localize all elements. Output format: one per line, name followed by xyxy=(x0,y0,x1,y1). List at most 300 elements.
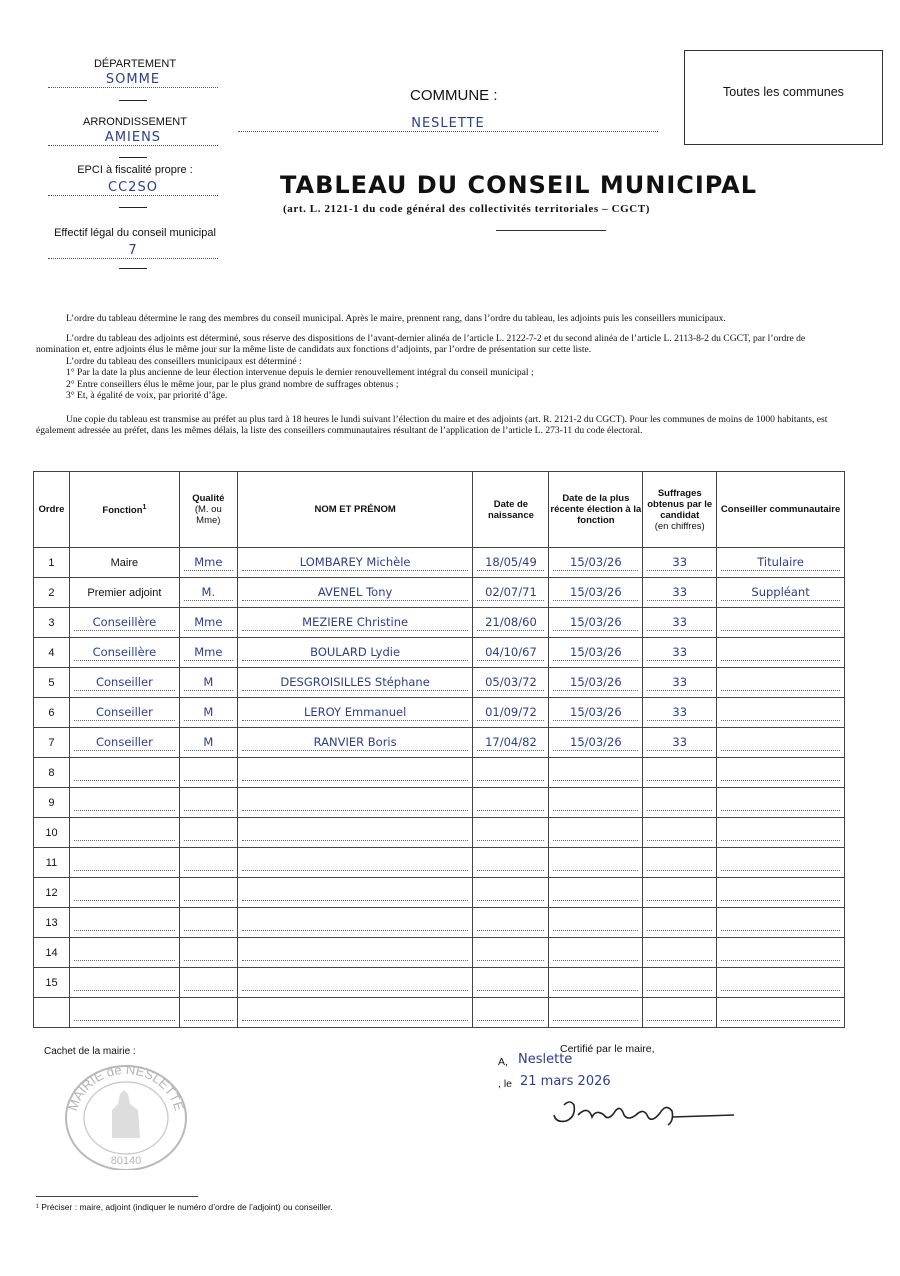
divider xyxy=(119,157,147,158)
cell-naissance xyxy=(473,908,549,938)
table-row xyxy=(34,818,845,848)
cell-naissance-value xyxy=(477,764,544,781)
cell-ordre: 9 xyxy=(34,788,70,818)
cell-suffrages xyxy=(643,578,717,608)
cell-nom xyxy=(237,848,473,878)
header-fonction: Fonction$^1$ xyxy=(69,472,179,548)
cell-suffrages-value: 33 xyxy=(647,644,712,661)
cell-nom-value xyxy=(242,914,469,931)
cell-ordre: 8 xyxy=(34,758,70,788)
table-row xyxy=(34,698,845,728)
cell-naissance xyxy=(473,818,549,848)
cell-suffrages xyxy=(643,758,717,788)
cell-election xyxy=(549,608,643,638)
footnote: ¹ Préciser : maire, adjoint (indiquer le numéro d’ordre de l’adjoint) ou conseiller. xyxy=(36,1202,333,1212)
table-row xyxy=(34,668,845,698)
cell-conseiller xyxy=(717,818,845,848)
cell-naissance-value xyxy=(477,854,544,871)
intro-p1: L’ordre du tableau détermine le rang des membres du conseil municipal. Après le maire, prennent rang, dans l’ordre du tableau, les adjoints puis les conseillers municipaux. xyxy=(66,313,726,324)
cell-nom xyxy=(237,638,473,668)
cell-fonction-value xyxy=(74,764,175,781)
cell-suffrages-value xyxy=(647,794,712,811)
cell-qualite-value xyxy=(184,1004,233,1021)
cell-nom xyxy=(237,908,473,938)
cell-election-value: 15/03/26 xyxy=(553,584,638,601)
cell-qualite xyxy=(179,638,237,668)
cell-fonction xyxy=(69,848,179,878)
cell-conseiller-value xyxy=(721,674,840,691)
cell-ordre: 13 xyxy=(34,908,70,938)
cell-suffrages-value xyxy=(647,1004,712,1021)
cell-suffrages-value xyxy=(647,944,712,961)
arrondissement-value: AMIENS xyxy=(48,130,218,146)
table-row xyxy=(34,908,845,938)
cell-naissance xyxy=(473,848,549,878)
cell-fonction xyxy=(69,578,179,608)
cell-fonction xyxy=(69,968,179,998)
cell-suffrages xyxy=(643,668,717,698)
cell-naissance-value: 02/07/71 xyxy=(477,584,544,601)
cell-nom-value xyxy=(242,794,469,811)
cell-conseiller-value: Titulaire xyxy=(721,554,840,571)
cell-fonction-value: Conseiller xyxy=(74,734,175,751)
cell-naissance xyxy=(473,548,549,578)
cell-qualite xyxy=(179,728,237,758)
cell-conseiller xyxy=(717,848,845,878)
table-row xyxy=(34,998,845,1028)
cell-conseiller xyxy=(717,878,845,908)
cell-suffrages xyxy=(643,878,717,908)
cell-suffrages xyxy=(643,608,717,638)
cell-conseiller-value xyxy=(721,914,840,931)
cell-suffrages xyxy=(643,938,717,968)
cell-qualite-value xyxy=(184,914,233,931)
cell-qualite-value xyxy=(184,884,233,901)
cell-conseiller xyxy=(717,758,845,788)
cell-nom-value: DESGROISILLES Stéphane xyxy=(242,674,469,691)
header-naissance: Date de naissance xyxy=(473,472,549,548)
le-label: , le xyxy=(498,1078,513,1090)
cell-nom-value: BOULARD Lydie xyxy=(242,644,469,661)
cell-conseiller xyxy=(717,728,845,758)
header-suffrages: Suffrages obtenus par le candidat (en chiffres) xyxy=(643,472,717,548)
maire-signature xyxy=(548,1095,738,1131)
cell-fonction-value xyxy=(74,974,175,991)
table-row xyxy=(34,728,845,758)
cell-fonction-value: Conseiller xyxy=(74,674,175,691)
cell-suffrages xyxy=(643,908,717,938)
cell-fonction xyxy=(69,788,179,818)
cell-suffrages xyxy=(643,698,717,728)
table-row xyxy=(34,848,845,878)
cell-conseiller xyxy=(717,938,845,968)
cell-qualite xyxy=(179,968,237,998)
cell-qualite-value: M xyxy=(184,734,233,751)
cell-fonction-value: Premier adjoint xyxy=(87,586,162,599)
cell-conseiller-value xyxy=(721,614,840,631)
table-row xyxy=(34,758,845,788)
cell-nom xyxy=(237,668,473,698)
divider xyxy=(119,100,147,101)
cell-election-value: 15/03/26 xyxy=(553,674,638,691)
cell-election xyxy=(549,728,643,758)
cell-naissance-value xyxy=(477,944,544,961)
cell-suffrages-value xyxy=(647,884,712,901)
cell-fonction xyxy=(69,818,179,848)
cell-qualite-value xyxy=(184,764,233,781)
cell-conseiller xyxy=(717,668,845,698)
cell-conseiller xyxy=(717,578,845,608)
cell-conseiller-value xyxy=(721,854,840,871)
cell-qualite-value: M. xyxy=(184,584,233,601)
cell-nom xyxy=(237,788,473,818)
cell-nom-value xyxy=(242,764,469,781)
cell-election xyxy=(549,578,643,608)
cell-fonction-value xyxy=(74,944,175,961)
cell-naissance xyxy=(473,878,549,908)
cell-qualite-value: Mme xyxy=(184,554,233,571)
le-value: 21 mars 2026 xyxy=(520,1074,611,1089)
cell-suffrages-value: 33 xyxy=(647,614,712,631)
cell-election xyxy=(549,638,643,668)
cell-nom xyxy=(237,998,473,1028)
cell-election xyxy=(549,848,643,878)
cell-election xyxy=(549,698,643,728)
cell-election xyxy=(549,968,643,998)
cell-qualite-value xyxy=(184,944,233,961)
cell-naissance-value: 04/10/67 xyxy=(477,644,544,661)
cell-election xyxy=(549,818,643,848)
cell-nom-value xyxy=(242,884,469,901)
cell-qualite xyxy=(179,788,237,818)
stamp-code: 80140 xyxy=(110,1155,142,1167)
cell-suffrages-value xyxy=(647,764,712,781)
cell-fonction xyxy=(69,758,179,788)
cell-naissance xyxy=(473,788,549,818)
cell-fonction-value xyxy=(74,854,175,871)
cell-fonction xyxy=(69,638,179,668)
cell-naissance-value xyxy=(477,1004,544,1021)
intro-text xyxy=(36,313,848,437)
cell-nom-value xyxy=(242,854,469,871)
intro-p3: L’ordre du tableau des conseillers municipaux est déterminé : xyxy=(66,355,302,367)
cell-fonction-value xyxy=(74,884,175,901)
cell-election-value xyxy=(553,884,638,901)
cell-election xyxy=(549,758,643,788)
cell-nom xyxy=(237,548,473,578)
table-header xyxy=(34,472,845,548)
commune-label: COMMUNE : xyxy=(410,87,498,104)
cell-naissance-value: 18/05/49 xyxy=(477,554,544,571)
page-title: TABLEAU DU CONSEIL MUNICIPAL xyxy=(280,171,758,199)
cell-naissance-value: 17/04/82 xyxy=(477,734,544,751)
cell-nom xyxy=(237,878,473,908)
cell-fonction-value xyxy=(74,914,175,931)
cell-suffrages xyxy=(643,728,717,758)
church-icon xyxy=(112,1090,140,1138)
cell-fonction xyxy=(69,668,179,698)
cell-naissance xyxy=(473,728,549,758)
cell-election-value: 15/03/26 xyxy=(553,614,638,631)
cell-conseiller-value xyxy=(721,794,840,811)
cell-ordre: 3 xyxy=(34,608,70,638)
cell-qualite-value: Mme xyxy=(184,614,233,631)
cell-suffrages xyxy=(643,968,717,998)
cell-naissance-value: 05/03/72 xyxy=(477,674,544,691)
intro-p4: 1° Par la date la plus ancienne de leur élection intervenue depuis le dernier renouvellement intégral du conseil municipal ; xyxy=(66,367,534,378)
cell-nom-value: RANVIER Boris xyxy=(242,734,469,751)
cell-conseiller-value xyxy=(721,974,840,991)
cell-qualite-value xyxy=(184,794,233,811)
cell-qualite xyxy=(179,548,237,578)
cachet-label: Cachet de la mairie : xyxy=(44,1046,136,1057)
cell-nom xyxy=(237,608,473,638)
cell-suffrages-value: 33 xyxy=(647,704,712,721)
cell-suffrages xyxy=(643,848,717,878)
intro-p7: Une copie du tableau est transmise au préfet au plus tard à 18 heures le lundi suivant l’élection du maire et des adjoints (art. R. 2121-2 du CGCT). Pour les communes de moins de 1000 habitants, est également adressée au préfet, dans les mêmes délais, la liste des conseillers communautaires résultant de l’application de l’article L. 273-11 du code électoral. xyxy=(36,413,828,436)
cell-nom-value xyxy=(242,974,469,991)
cell-nom-value: AVENEL Tony xyxy=(242,584,469,601)
cell-naissance-value xyxy=(477,974,544,991)
cell-fonction xyxy=(69,548,179,578)
cell-nom xyxy=(237,968,473,998)
cell-fonction-value: Conseillère xyxy=(74,644,175,661)
table-row xyxy=(34,578,845,608)
conseil-table xyxy=(33,471,845,1028)
title-divider xyxy=(496,230,606,231)
cell-election xyxy=(549,548,643,578)
cell-nom xyxy=(237,938,473,968)
cell-election-value xyxy=(553,944,638,961)
divider xyxy=(119,207,147,208)
cell-naissance xyxy=(473,998,549,1028)
page-subtitle: (art. L. 2121-1 du code général des collectivités territoriales – CGCT) xyxy=(283,203,651,215)
cell-fonction-value xyxy=(74,794,175,811)
cell-conseiller xyxy=(717,638,845,668)
cell-fonction xyxy=(69,608,179,638)
cell-election-value xyxy=(553,974,638,991)
cell-qualite-value: Mme xyxy=(184,644,233,661)
cell-conseiller xyxy=(717,548,845,578)
cell-nom-value xyxy=(242,1004,469,1021)
cell-election-value xyxy=(553,854,638,871)
cell-nom-value: MEZIERE Christine xyxy=(242,614,469,631)
cell-conseiller xyxy=(717,788,845,818)
cell-ordre: 7 xyxy=(34,728,70,758)
effectif-value: 7 xyxy=(48,243,218,259)
cell-naissance-value: 21/08/60 xyxy=(477,614,544,631)
cell-election-value: 15/03/26 xyxy=(553,734,638,751)
table-row xyxy=(34,638,845,668)
departement-value: SOMME xyxy=(48,72,218,88)
cell-qualite xyxy=(179,698,237,728)
cell-qualite xyxy=(179,938,237,968)
departement-label: DÉPARTEMENT xyxy=(93,58,177,70)
cell-naissance-value xyxy=(477,884,544,901)
cell-fonction xyxy=(69,728,179,758)
cell-conseiller-value xyxy=(721,764,840,781)
cell-election xyxy=(549,668,643,698)
cell-qualite xyxy=(179,848,237,878)
cell-qualite xyxy=(179,668,237,698)
cell-qualite-value: M xyxy=(184,674,233,691)
cell-fonction-value: Conseiller xyxy=(74,704,175,721)
epci-value: CC2SO xyxy=(48,180,218,196)
cell-naissance xyxy=(473,758,549,788)
cell-naissance-value xyxy=(477,824,544,841)
cell-election xyxy=(549,878,643,908)
a-value: Neslette xyxy=(518,1052,573,1067)
table-row xyxy=(34,608,845,638)
cell-ordre: 14 xyxy=(34,938,70,968)
cell-suffrages-value: 33 xyxy=(647,674,712,691)
header-election: Date de la plus récente élection à la fonction xyxy=(549,472,643,548)
cell-qualite xyxy=(179,998,237,1028)
cell-nom-value: LEROY Emmanuel xyxy=(242,704,469,721)
cell-nom xyxy=(237,818,473,848)
cell-conseiller-value xyxy=(721,1004,840,1021)
header-conseiller: Conseiller communautaire xyxy=(717,472,845,548)
cell-nom-value: LOMBAREY Michèle xyxy=(242,554,469,571)
table-row xyxy=(34,548,845,578)
cell-qualite-value: M xyxy=(184,704,233,721)
cell-election-value xyxy=(553,764,638,781)
header-ordre: Ordre xyxy=(34,472,70,548)
cell-fonction xyxy=(69,908,179,938)
cell-naissance xyxy=(473,968,549,998)
cell-conseiller-value xyxy=(721,884,840,901)
cell-nom-value xyxy=(242,824,469,841)
cell-election-value xyxy=(553,914,638,931)
certifie-label: Certifié par le maire, xyxy=(560,1043,655,1055)
cell-conseiller-value xyxy=(721,644,840,661)
cell-conseiller xyxy=(717,968,845,998)
cell-election xyxy=(549,788,643,818)
cell-election-value: 15/03/26 xyxy=(553,554,638,571)
cell-conseiller xyxy=(717,908,845,938)
epci-label: EPCI à fiscalité propre : xyxy=(77,164,193,176)
cell-conseiller-value xyxy=(721,734,840,751)
stamp-text: MAIRIE de NESLETTE xyxy=(65,1061,187,1113)
cell-ordre: 6 xyxy=(34,698,70,728)
cell-qualite xyxy=(179,908,237,938)
cell-nom-value xyxy=(242,944,469,961)
footnote-divider xyxy=(36,1196,198,1197)
cell-qualite xyxy=(179,878,237,908)
cell-election-value xyxy=(553,1004,638,1021)
cell-nom xyxy=(237,728,473,758)
cell-suffrages xyxy=(643,788,717,818)
cell-ordre: 4 xyxy=(34,638,70,668)
table-row xyxy=(34,788,845,818)
cell-ordre: 10 xyxy=(34,818,70,848)
cell-election xyxy=(549,908,643,938)
cell-election xyxy=(549,938,643,968)
cell-nom xyxy=(237,698,473,728)
cell-ordre: 1 xyxy=(34,548,70,578)
cell-suffrages xyxy=(643,818,717,848)
cell-suffrages xyxy=(643,638,717,668)
cell-suffrages-value xyxy=(647,974,712,991)
cell-qualite xyxy=(179,578,237,608)
commune-value: NESLETTE xyxy=(238,116,658,132)
intro-p6: 3° Et, à égalité de voix, par priorité d’âge. xyxy=(66,390,228,401)
divider xyxy=(119,268,147,269)
cell-suffrages-value xyxy=(647,914,712,931)
communes-box xyxy=(684,50,883,145)
cell-naissance xyxy=(473,668,549,698)
header-nom: NOM ET PRÉNOM xyxy=(237,472,473,548)
cell-qualite xyxy=(179,818,237,848)
cell-naissance xyxy=(473,608,549,638)
cell-conseiller xyxy=(717,608,845,638)
cell-qualite xyxy=(179,608,237,638)
cell-naissance-value xyxy=(477,914,544,931)
intro-p2: L’ordre du tableau des adjoints est déterminé, sous réserve des dispositions de l’avant-dernier alinéa de l’article L. 2122-7-2 et du second alinéa de l’article L. 2113-8-2 du CGCT, par l’ordre de nomination et, entre adjoints élus le même jour sur la même liste de candidats aux fonctions d’adjoints, par l’ordre de présentation sur cette liste. xyxy=(36,332,806,355)
cell-conseiller-value xyxy=(721,944,840,961)
cell-fonction xyxy=(69,698,179,728)
cell-suffrages xyxy=(643,548,717,578)
cell-fonction-value xyxy=(74,824,175,841)
cell-naissance xyxy=(473,698,549,728)
cell-nom xyxy=(237,758,473,788)
cell-ordre: 5 xyxy=(34,668,70,698)
mairie-stamp xyxy=(62,1060,190,1170)
cell-suffrages-value: 33 xyxy=(647,734,712,751)
a-label: A, xyxy=(498,1056,508,1068)
cell-ordre: 15 xyxy=(34,968,70,998)
cell-naissance xyxy=(473,578,549,608)
table-row xyxy=(34,968,845,998)
cell-ordre: 12 xyxy=(34,878,70,908)
cell-conseiller xyxy=(717,698,845,728)
cell-fonction xyxy=(69,938,179,968)
cell-qualite-value xyxy=(184,824,233,841)
cell-election-value xyxy=(553,794,638,811)
cell-suffrages-value: 33 xyxy=(647,554,712,571)
cell-suffrages xyxy=(643,998,717,1028)
cell-fonction xyxy=(69,998,179,1028)
cell-election-value: 15/03/26 xyxy=(553,644,638,661)
cell-qualite xyxy=(179,758,237,788)
cell-suffrages-value: 33 xyxy=(647,584,712,601)
cell-naissance-value xyxy=(477,794,544,811)
cell-conseiller xyxy=(717,998,845,1028)
cell-conseiller-value xyxy=(721,704,840,721)
cell-fonction xyxy=(69,878,179,908)
cell-election-value xyxy=(553,824,638,841)
cell-fonction-value: Maire xyxy=(110,556,139,569)
cell-suffrages-value xyxy=(647,854,712,871)
cell-ordre xyxy=(34,998,70,1028)
arrondissement-label: ARRONDISSEMENT xyxy=(83,116,187,128)
cell-fonction-value xyxy=(74,1004,175,1021)
header-qualite: Qualité (M. ou Mme) xyxy=(179,472,237,548)
cell-conseiller-value: Suppléant xyxy=(721,584,840,601)
cell-ordre: 2 xyxy=(34,578,70,608)
cell-qualite-value xyxy=(184,974,233,991)
communes-box-text: Toutes les communes xyxy=(723,85,844,99)
cell-naissance xyxy=(473,638,549,668)
cell-ordre: 11 xyxy=(34,848,70,878)
intro-p5: 2° Entre conseillers élus le même jour, par le plus grand nombre de suffrages obtenus ; xyxy=(66,378,399,390)
cell-conseiller-value xyxy=(721,824,840,841)
cell-election-value: 15/03/26 xyxy=(553,704,638,721)
cell-nom xyxy=(237,578,473,608)
cell-qualite-value xyxy=(184,854,233,871)
cell-naissance-value: 01/09/72 xyxy=(477,704,544,721)
table-row xyxy=(34,878,845,908)
